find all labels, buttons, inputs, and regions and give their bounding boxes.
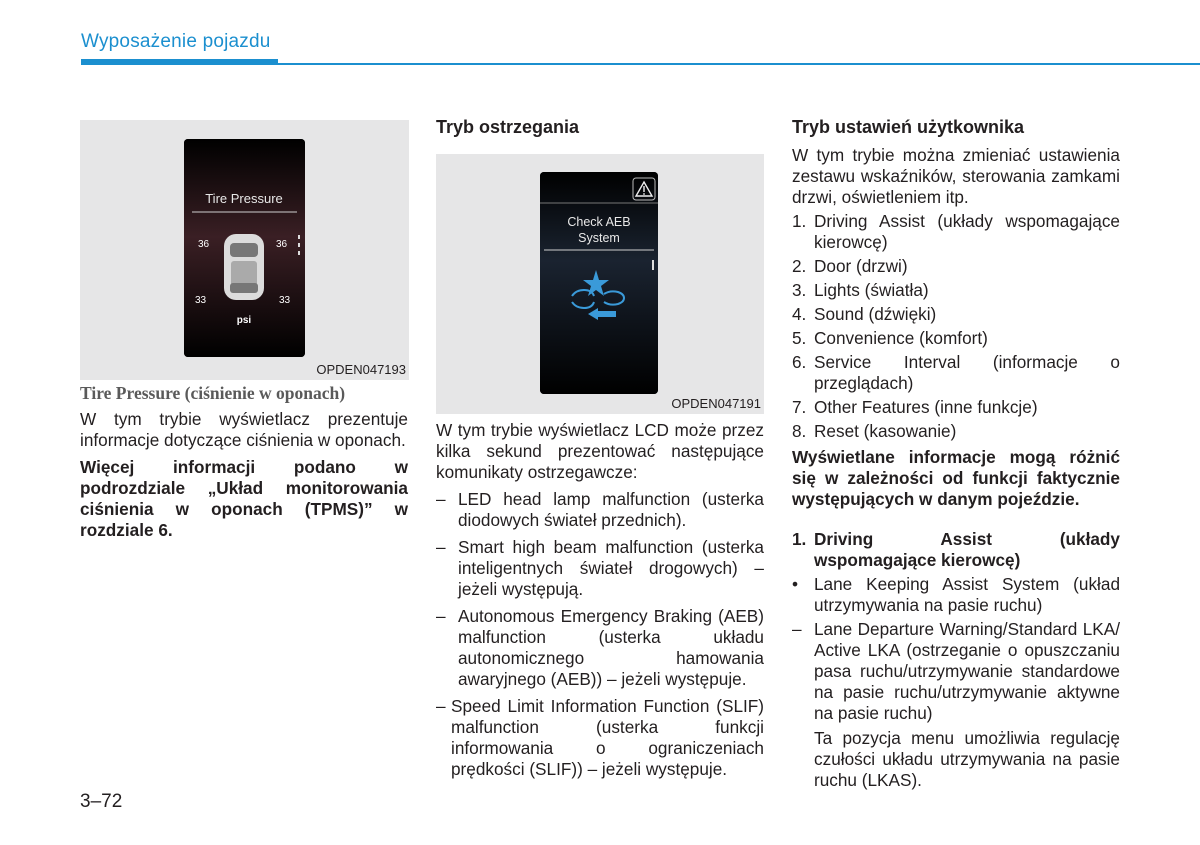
list-item bbox=[436, 606, 764, 690]
tire-fl-value: 36 bbox=[198, 239, 210, 250]
section-title-text: Driving Assist (układy wspomagające kierowcę) bbox=[814, 529, 1120, 570]
list-number: 4. bbox=[792, 304, 807, 324]
tire-pressure-screen bbox=[184, 139, 305, 357]
list-number: 8. bbox=[792, 421, 807, 441]
list-item bbox=[792, 352, 1120, 394]
aeb-warning-screen bbox=[540, 172, 658, 394]
list-item bbox=[792, 328, 1120, 349]
list-item-text: Other Features (inne funkcje) bbox=[814, 397, 1038, 417]
list-number: 5. bbox=[792, 328, 807, 348]
aeb-screen-title-line2: System bbox=[578, 231, 620, 245]
aeb-warning-figure bbox=[436, 154, 764, 414]
list-item-text: Speed Limit Information Function (SLIF) malfunction (usterka funkcji informowania o ograniczeniach prędkości (SLIF)) – jeżeli występuje. bbox=[451, 696, 764, 779]
tire-pressure-body: W tym trybie wyświetlacz prezentuje informacje dotyczące ciśnienia w oponach. bbox=[80, 409, 408, 450]
list-item-text: Reset (kasowanie) bbox=[814, 421, 957, 441]
page-number: 3–72 bbox=[80, 791, 123, 812]
bullet-marker: • bbox=[792, 574, 799, 594]
list-marker: – bbox=[436, 606, 446, 626]
tire-pressure-unit: psi bbox=[236, 315, 252, 326]
list-item-text: Autonomous Emergency Braking (AEB) malfunction (usterka układu autonomicznego hamowania awaryjnego (AEB)) – jeżeli występuje. bbox=[458, 606, 764, 689]
list-number: 6. bbox=[792, 352, 807, 372]
list-item-text: Sound (dźwięki) bbox=[814, 304, 937, 324]
tire-rr-value: 33 bbox=[279, 295, 291, 306]
list-marker: – bbox=[436, 696, 446, 716]
list-item-text: LED head lamp malfunction (usterka diodowych świateł przednich). bbox=[458, 489, 764, 530]
list-item bbox=[792, 304, 1120, 325]
list-item bbox=[792, 211, 1120, 253]
section-number: 1. bbox=[792, 529, 807, 549]
list-marker: – bbox=[436, 489, 446, 509]
list-number: 1. bbox=[792, 211, 807, 231]
warning-mode-heading: Tryb ostrzegania bbox=[436, 117, 580, 137]
list-number: 7. bbox=[792, 397, 807, 417]
list-number: 2. bbox=[792, 256, 807, 276]
warning-mode-intro: W tym trybie wyświetlacz LCD może przez kilka sekund prezentować następujące komunikaty ostrzegawcze: bbox=[436, 420, 764, 482]
tpms-note: Więcej informacji podano w podrozdziale „Układ monitorowania ciśnienia w oponach (TPMS)” w rozdziale 6. bbox=[80, 457, 408, 540]
list-item-text: Lights (światła) bbox=[814, 280, 929, 300]
tire-pressure-screen-title: Tire Pressure bbox=[205, 191, 283, 206]
availability-note: Wyświetlane informacje mogą różnić się w zależności od funkcji faktycznie występujących w danym pojeździe. bbox=[792, 447, 1120, 509]
figure-code: OPDEN047191 bbox=[671, 396, 761, 411]
driving-assist-section-title bbox=[792, 529, 1120, 571]
header-rule-thick bbox=[81, 59, 278, 65]
tire-fr-value: 36 bbox=[276, 239, 288, 250]
list-item bbox=[792, 397, 1120, 418]
list-number: 3. bbox=[792, 280, 807, 300]
list-item-text: Door (drzwi) bbox=[814, 256, 908, 276]
lkas-bullet-item bbox=[792, 574, 1120, 616]
list-item bbox=[436, 537, 764, 600]
list-item-text: Service Interval (informacje o przeglądach) bbox=[814, 352, 1120, 393]
user-settings-heading: Tryb ustawień użytkownika bbox=[792, 117, 1025, 137]
tire-pressure-display bbox=[184, 139, 305, 357]
list-item bbox=[792, 280, 1120, 301]
list-item-text: Lane Keeping Assist System (układ utrzymywania na pasie ruchu) bbox=[814, 574, 1120, 615]
list-item bbox=[436, 489, 764, 531]
list-item bbox=[792, 421, 1120, 442]
page-header-title: Wyposażenie pojazdu bbox=[81, 31, 271, 52]
list-item-text: Driving Assist (układy wspomagające kierowcę) bbox=[814, 211, 1120, 252]
user-settings-intro: W tym trybie można zmieniać ustawienia zestawu wskaźników, sterowania zamkami drzwi, oświetleniem itp. bbox=[792, 145, 1120, 207]
figure-code: OPDEN047193 bbox=[316, 362, 406, 377]
tire-rl-value: 33 bbox=[195, 295, 207, 306]
settings-menu-list bbox=[792, 211, 1120, 442]
aeb-screen-title-line1: Check AEB bbox=[567, 215, 631, 229]
lkas-sensitivity-note: Ta pozycja menu umożliwia regulację czułości układu utrzymywania na pasie ruchu (LKAS). bbox=[814, 728, 1120, 790]
car-top-view-icon bbox=[224, 234, 264, 300]
dash-marker: – bbox=[792, 619, 802, 639]
list-item bbox=[792, 256, 1120, 277]
ldw-dash-item bbox=[792, 619, 1120, 724]
list-marker: – bbox=[436, 537, 446, 557]
list-item-text: Smart high beam malfunction (usterka inteligentnych świateł drogowych) – jeżeli występują. bbox=[458, 537, 764, 599]
aeb-warning-display bbox=[540, 172, 658, 394]
header-rule-thin bbox=[278, 63, 1200, 65]
list-item bbox=[436, 696, 764, 780]
list-item-text: Lane Departure Warning/Standard LKA/ Active LKA (ostrzeganie o opuszczaniu pasa ruchu/utrzymywanie standardowe na pasie ruchu/utrzymywanie aktywne na pasie ruchu) bbox=[814, 619, 1120, 723]
tire-pressure-subtitle: Tire Pressure (ciśnienie w oponach) bbox=[80, 383, 346, 403]
tire-pressure-figure bbox=[80, 120, 409, 380]
warning-list bbox=[436, 489, 764, 780]
list-item-text: Convenience (komfort) bbox=[814, 328, 988, 348]
